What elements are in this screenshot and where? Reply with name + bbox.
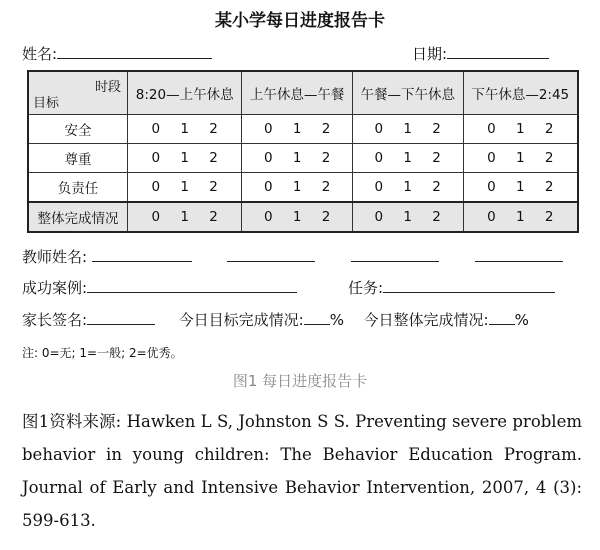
success-field[interactable] — [87, 276, 297, 293]
parent-label: 家长签名: — [22, 311, 88, 329]
period-header: 下午休息—2:45 — [463, 71, 578, 115]
corner-goal-label: 目标 — [33, 96, 60, 111]
success-label: 成功案例: — [22, 279, 88, 297]
scale-note: 注: 0=无; 1=一般; 2=优秀。 — [22, 346, 183, 360]
corner-period-label: 时段 — [94, 80, 121, 95]
teacher-field-4[interactable] — [475, 245, 563, 262]
teacher-field-1[interactable] — [92, 245, 192, 262]
date-row — [412, 42, 549, 64]
task-field[interactable] — [383, 276, 555, 293]
score-cell[interactable]: 0 1 2 — [352, 173, 463, 203]
period-header: 午餐—下午休息 — [352, 71, 463, 115]
table-row — [28, 144, 578, 173]
teacher-label: 教师姓名: — [22, 248, 88, 266]
task-label: 任务: — [348, 279, 384, 297]
score-cell[interactable]: 0 1 2 — [352, 144, 463, 173]
score-cell[interactable]: 0 1 2 — [242, 144, 353, 173]
row-label: 尊重 — [28, 144, 128, 173]
score-cell[interactable]: 0 1 2 — [352, 202, 463, 232]
percent-sign: % — [329, 311, 344, 329]
parent-row — [22, 308, 529, 330]
row-label: 负责任 — [28, 173, 128, 203]
date-label: 日期: — [412, 45, 448, 63]
score-cell[interactable]: 0 1 2 — [128, 202, 242, 232]
score-cell[interactable]: 0 1 2 — [463, 173, 578, 203]
score-cell[interactable]: 0 1 2 — [128, 173, 242, 203]
score-cell[interactable]: 0 1 2 — [128, 115, 242, 144]
parent-field[interactable] — [87, 308, 155, 325]
table-row — [28, 173, 578, 203]
name-label: 姓名: — [22, 45, 58, 63]
card-title: 某小学每日进度报告卡 — [215, 11, 385, 31]
percent-sign: % — [514, 311, 529, 329]
score-cell[interactable]: 0 1 2 — [463, 115, 578, 144]
progress-table — [27, 70, 579, 233]
score-cell[interactable]: 0 1 2 — [352, 115, 463, 144]
period-header: 上午休息—午餐 — [242, 71, 353, 115]
score-cell[interactable]: 0 1 2 — [242, 115, 353, 144]
score-cell[interactable]: 0 1 2 — [463, 202, 578, 232]
task-row — [348, 276, 555, 298]
table-row-total — [28, 202, 578, 232]
table-header-row — [28, 71, 578, 115]
teacher-field-3[interactable] — [351, 245, 439, 262]
row-label: 安全 — [28, 115, 128, 144]
figure-caption: 图1 每日进度报告卡 — [232, 372, 368, 390]
score-cell[interactable]: 0 1 2 — [128, 144, 242, 173]
success-row — [22, 276, 297, 298]
goal-label: 今日目标完成情况: — [178, 311, 304, 329]
teacher-row — [22, 245, 563, 267]
student-name-row — [22, 42, 212, 64]
source-citation: 图1资料来源: Hawken L S, Johnston S S. Preventing severe problem behavior in young children: The Behavior Education Program. Journal of Early and Intensive Behavior Intervention, 2007, 4 (3): 599-613. — [22, 412, 582, 530]
overall-label: 今日整体完成情况: — [363, 311, 489, 329]
score-cell[interactable]: 0 1 2 — [242, 173, 353, 203]
period-header: 8:20—上午休息 — [128, 71, 242, 115]
row-label: 整体完成情况 — [28, 202, 128, 232]
score-cell[interactable]: 0 1 2 — [463, 144, 578, 173]
name-field[interactable] — [57, 42, 212, 59]
teacher-field-2[interactable] — [227, 245, 315, 262]
table-row — [28, 115, 578, 144]
overall-field[interactable] — [489, 308, 515, 325]
date-field[interactable] — [447, 42, 549, 59]
goal-field[interactable] — [304, 308, 330, 325]
score-cell[interactable]: 0 1 2 — [242, 202, 353, 232]
corner-cell — [28, 71, 128, 115]
